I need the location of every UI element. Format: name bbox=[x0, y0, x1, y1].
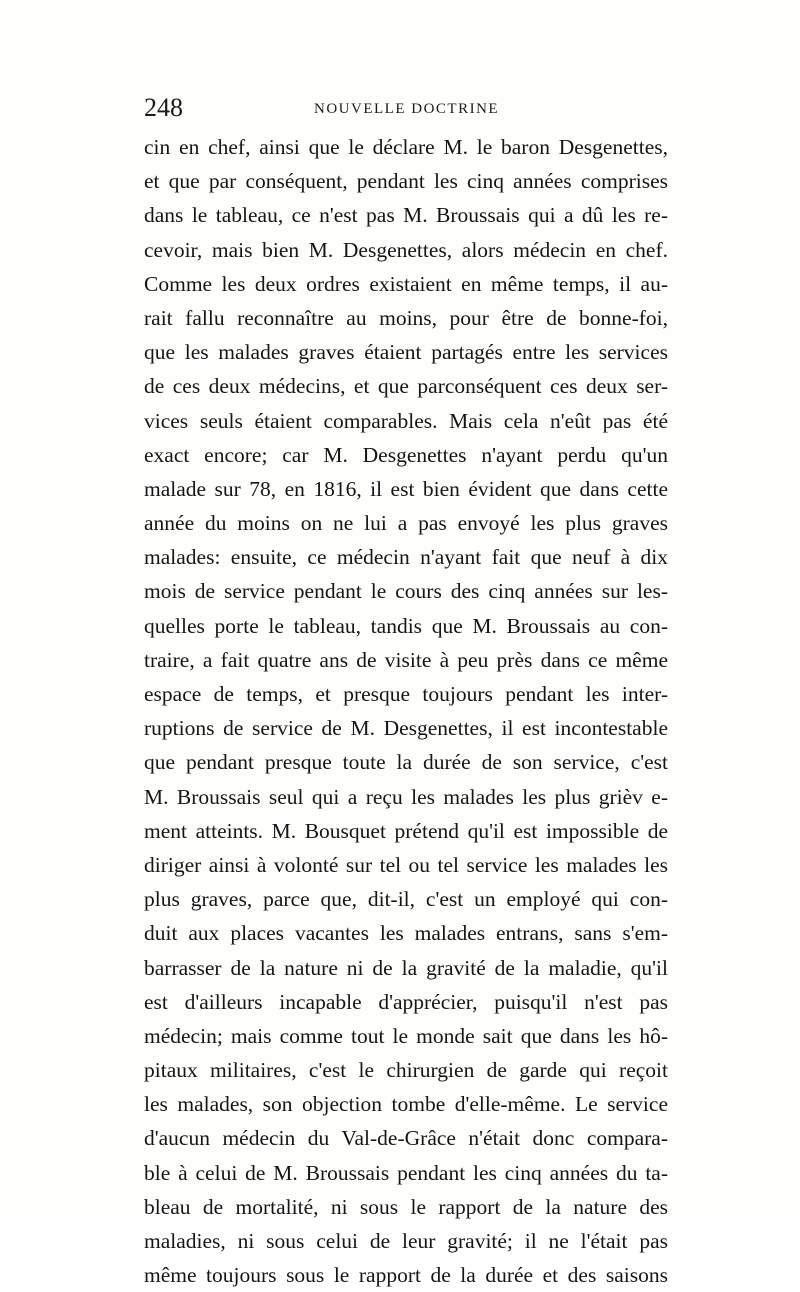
page-number: 248 bbox=[144, 93, 183, 122]
text-line: dans le tableau, ce n'est pas M. Broussais qui a dû les re- bbox=[144, 203, 668, 228]
text-line: maladies, ni sous celui de leur gravité; il ne l'était pas bbox=[144, 1229, 668, 1253]
text-line: exact encore; car M. Desgenettes n'ayant perdu qu'un bbox=[144, 442, 668, 467]
page-header bbox=[144, 93, 668, 123]
text-line: mois de service pendant le cours des cinq années sur les- bbox=[144, 579, 668, 604]
text-line: cevoir, mais bien M. Desgenettes, alors médecin en chef. bbox=[144, 237, 668, 262]
text-line: médecin; mais comme tout le monde sait que dans les hô- bbox=[144, 1023, 668, 1048]
text-line: espace de temps, et presque toujours pendant les inter- bbox=[144, 682, 668, 706]
running-title: NOUVELLE DOCTRINE bbox=[314, 101, 500, 117]
text-line: Comme les deux ordres existaient en même temps, il au- bbox=[144, 271, 668, 296]
text-line: les malades, son objection tombe d'elle-même. Le service bbox=[144, 1092, 668, 1117]
text-line: que les malades graves étaient partagés entre les services bbox=[144, 340, 668, 365]
text-line: M. Broussais seul qui a reçu les malades les plus grièv e- bbox=[144, 784, 668, 809]
text-line: rait fallu reconnaître au moins, pour être de bonne-foi, bbox=[144, 305, 668, 330]
text-line: barrasser de la nature ni de la gravité de la maladie, qu'il bbox=[144, 955, 668, 980]
text-line: quelles porte le tableau, tandis que M. Broussais au con- bbox=[144, 613, 668, 638]
text-line: même toujours sous le rapport de la durée et des saisons bbox=[144, 1263, 668, 1288]
text-line: malades: ensuite, ce médecin n'ayant fait que neuf à dix bbox=[144, 545, 668, 570]
text-line: diriger ainsi à volonté sur tel ou tel service les malades les bbox=[144, 852, 668, 877]
body-text bbox=[144, 130, 668, 1292]
text-line: pitaux militaires, c'est le chirurgien de garde qui reçoit bbox=[144, 1058, 668, 1083]
text-line: bleau de mortalité, ni sous le rapport de la nature des bbox=[144, 1194, 668, 1219]
text-line: ble à celui de M. Broussais pendant les cinq années du ta- bbox=[144, 1160, 668, 1185]
text-line: cin en chef, ainsi que le déclare M. le baron Desgenettes, bbox=[144, 135, 668, 159]
text-line: d'aucun médecin du Val-de-Grâce n'était donc compara- bbox=[144, 1126, 668, 1151]
text-line: ruptions de service de M. Desgenettes, il est incontestable bbox=[144, 716, 668, 741]
text-line: de ces deux médecins, et que parconséquent ces deux ser- bbox=[144, 374, 668, 399]
text-line: est d'ailleurs incapable d'apprécier, puisqu'il n'est pas bbox=[144, 989, 668, 1014]
text-line: année du moins on ne lui a pas envoyé les plus graves bbox=[144, 511, 668, 536]
text-line: que pendant presque toute la durée de son service, c'est bbox=[144, 750, 668, 775]
text-line: plus graves, parce que, dit-il, c'est un employé qui con- bbox=[144, 887, 668, 912]
text-line: et que par conséquent, pendant les cinq années comprises bbox=[144, 169, 668, 194]
text-line: traire, a fait quatre ans de visite à peu près dans ce même bbox=[144, 647, 668, 672]
text-line: malade sur 78, en 1816, il est bien évident que dans cette bbox=[144, 476, 668, 501]
text-line: vices seuls étaient comparables. Mais cela n'eût pas été bbox=[144, 408, 668, 433]
text-line: duit aux places vacantes les malades entrans, sans s'em- bbox=[144, 921, 668, 946]
text-line: ment atteints. M. Bousquet prétend qu'il est impossible de bbox=[144, 818, 668, 843]
